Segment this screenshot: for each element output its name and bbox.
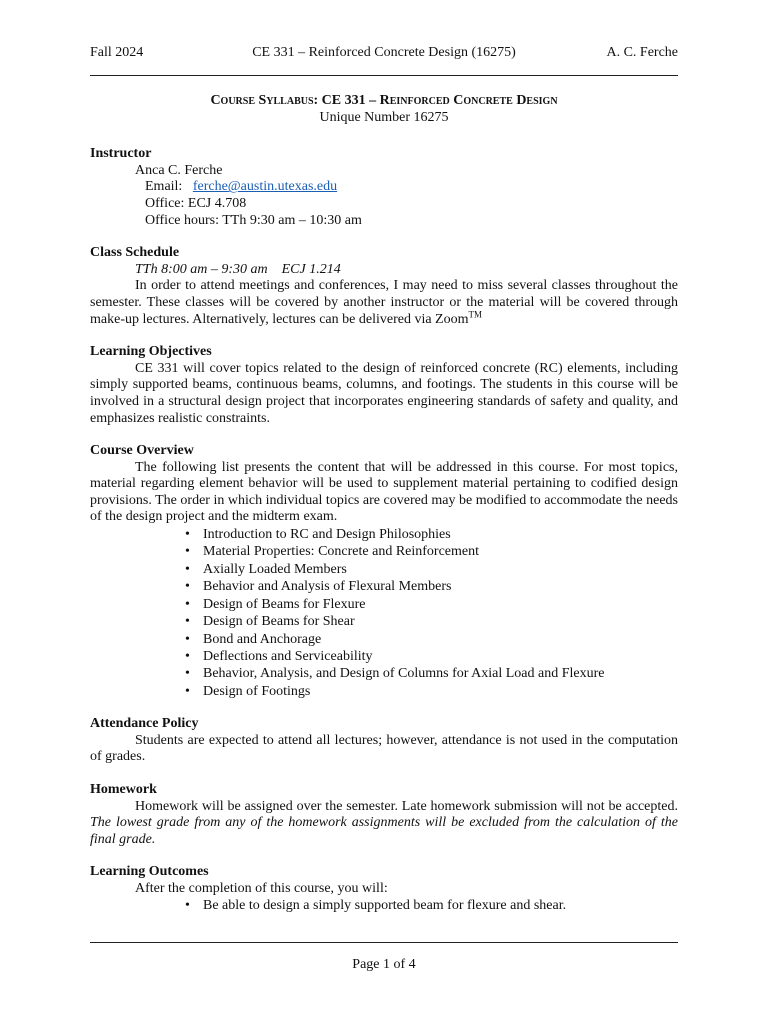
header-rule — [90, 75, 678, 76]
document-body — [90, 93, 678, 931]
page-header — [90, 45, 678, 63]
email-link[interactable]: ferche@austin.utexas.edu — [192, 179, 338, 195]
instructor-name: Anca C. Ferche — [135, 162, 223, 178]
list-item: • Axially Loaded Members — [185, 561, 347, 577]
list-item: • Material Properties: Concrete and Reinforcement — [185, 544, 480, 560]
schedule-time: TTh 8:00 am – 9:30 am ECJ 1.214 — [135, 261, 341, 277]
outcomes-intro: After the completion of this course, you will: — [135, 880, 388, 896]
homework-text: Homework will be assigned over the semester. Late homework submission will not be accepted. The lowest grade from any of the homework assignments will be excluded from the calculation of the final grade. — [90, 798, 678, 847]
list-item: • Design of Beams for Flexure — [185, 596, 366, 612]
trademark: TM — [468, 308, 482, 319]
page-number: Page 1 of 4 — [352, 957, 416, 972]
section-overview — [90, 443, 678, 700]
section-heading: Learning Outcomes — [90, 864, 209, 880]
instructor-hours: Office hours: TTh 9:30 am – 10:30 am — [145, 212, 362, 228]
bullet-icon: • — [185, 596, 190, 612]
header-term: Fall 2024 — [90, 45, 144, 60]
document-title: Course Syllabus: CE 331 – Reinforced Concrete Design — [210, 93, 558, 108]
bullet-icon: • — [185, 527, 190, 543]
header-course: CE 331 – Reinforced Concrete Design (16275) — [252, 45, 516, 60]
homework-note: The lowest grade from any of the homework assignments will be excluded from the calculation of the final grade. — [90, 815, 678, 847]
bullet-icon: • — [185, 579, 190, 595]
section-objectives — [90, 344, 678, 427]
section-heading: Learning Objectives — [90, 344, 212, 360]
list-item: • Deflections and Serviceability — [185, 648, 373, 664]
list-item: • Introduction to RC and Design Philosophies — [185, 527, 451, 543]
list-item: • Be able to design a simply supported beam for flexure and shear. — [185, 898, 567, 914]
bullet-icon: • — [185, 561, 190, 577]
bullet-icon: • — [185, 666, 190, 682]
email-label: Email: — [145, 179, 183, 195]
bullet-icon: • — [185, 544, 190, 560]
attendance-text: Students are expected to attend all lectures; however, attendance is not used in the computation of grades. — [90, 732, 678, 765]
header-author: A. C. Ferche — [606, 45, 678, 60]
list-item: • Behavior, Analysis, and Design of Columns for Axial Load and Flexure — [185, 666, 605, 682]
section-schedule — [90, 245, 678, 328]
document-subtitle: Unique Number 16275 — [319, 109, 449, 125]
bullet-icon: • — [185, 898, 190, 914]
bullet-icon: • — [185, 631, 190, 647]
section-heading: Class Schedule — [90, 245, 180, 261]
overview-text: The following list presents the content that will be addressed in this course. For most topics, material regarding element behavior will be used to supplement material pertaining to codified design provisions. The order in which individual topics are covered may be modified to accommodate the needs of the design project and the midterm exam. — [90, 459, 678, 525]
schedule-text: In order to attend meetings and conferences, I may need to miss several classes throughout the semester. These classes will be covered by another instructor or the material will be covered through make-up lectures. Alternatively, lectures can be delivered via Zoom™ — [90, 278, 678, 327]
list-item: • Design of Beams for Shear — [185, 614, 355, 630]
bullet-icon: • — [185, 648, 190, 664]
list-item: • Bond and Anchorage — [185, 631, 322, 647]
section-attendance — [90, 716, 678, 766]
topic-list — [90, 526, 678, 700]
section-heading: Course Overview — [90, 443, 194, 459]
outcome-list — [90, 897, 678, 914]
list-item: • Design of Footings — [185, 683, 311, 699]
section-heading: Homework — [90, 781, 157, 797]
instructor-email-line — [90, 179, 678, 196]
instructor-office: Office: ECJ 4.708 — [145, 195, 247, 211]
bullet-icon: • — [185, 683, 190, 699]
section-outcomes — [90, 864, 678, 915]
objectives-text: CE 331 will cover topics related to the design of reinforced concrete (RC) elements, including simply supported beams, continuous beams, columns, and footings. The students in this course will be involved in a structural design project that incorporates engineering standards of safety and quality, and emphasizes realistic constraints. — [90, 360, 678, 426]
section-instructor — [90, 146, 678, 229]
footer-rule — [90, 942, 678, 943]
list-item: • Behavior and Analysis of Flexural Members — [185, 579, 452, 595]
bullet-icon: • — [185, 614, 190, 630]
section-heading: Instructor — [90, 146, 152, 162]
section-homework — [90, 782, 678, 848]
section-heading: Attendance Policy — [90, 716, 199, 732]
